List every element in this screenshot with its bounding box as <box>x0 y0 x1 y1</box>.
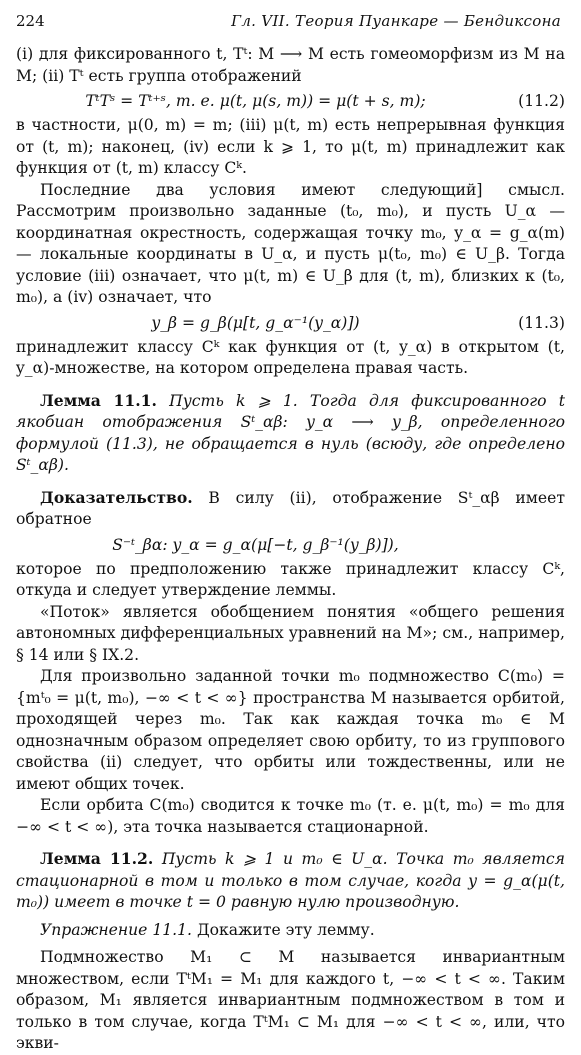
lemma-11-1 <box>16 390 565 477</box>
exercise-body: Докажите эту лемму. <box>196 920 375 939</box>
formula-11-3-text: y_β = g_β(μ[t, g_α⁻¹(y_α)]) <box>151 313 360 332</box>
running-title: Гл. VII. Теория Пуанкаре — Бендиксона <box>231 12 561 30</box>
formula-inverse <box>16 534 565 556</box>
proof-body: В силу (ii), отображение Sᵗ_αβ имеет обратное <box>16 488 565 528</box>
lemma-11-1-title: Лемма 11.1. <box>40 390 157 410</box>
proof-title: Доказательство. <box>40 487 193 507</box>
page-number: 224 <box>16 12 45 30</box>
paragraph-flow: «Поток» является обобщением понятия «общего решения автономных дифференциальных уравнений на M»; см., например, § 14 или § IX.2. <box>16 602 565 664</box>
exercise-11-1 <box>16 920 565 942</box>
lemma-11-2-body: Пусть k ⩾ 1 и m₀ ∈ U_α. Точка m₀ является стационарной в том и только в том случае, когда y = g_α(μ(t, m₀)) имеет в точке t = 0 равную нулю производную. <box>16 850 565 911</box>
paragraph-continuity: в частности, μ(0, m) = m; (iii) μ(t, m) есть непрерывная функция от (t, m); наконец, (iv) если k ⩾ 1, то μ(t, m) принадлежит как функция от (t, m) классу Cᵏ. <box>16 116 565 177</box>
paragraph-meaning: Последние два условия имеют следующий] смысл. Рассмотрим произвольно заданные (t₀, m₀), и пусть U_α — координатная окрестность, содержащая точку m₀, y_α = g_α(m) — локальные координаты в U_α, и пусть μ(t₀, m₀) ∈ U_β. Тогда условие (iii) означает, что μ(t, m) ∈ U_β для (t, m), близких к (t₀, m₀), а (iv) означает, что <box>16 180 565 306</box>
formula-11-2-number: (11.2) <box>518 92 565 110</box>
paragraph-orbit: Для произвольно заданной точки m₀ подмножество C(m₀) = {mᵗ₀ = μ(t, m₀), −∞ < t < ∞} пространства M называется орбитой, проходящей через m₀. Так как каждая точка m₀ ∈ M однозначным образом определяет свою орбиту, то из группового свойства (ii) следует, что орбиты или тождественны, или не имеют общих точек. <box>16 667 565 793</box>
paragraph-invariant: Подмножество M₁ ⊂ M называется инвариантным множеством, если TᵗM₁ = M₁ для каждого t, −∞ < t < ∞. Таким образом, M₁ является инвариантным подмножеством в том и только в том случае, когда TᵗM₁ ⊂ M₁ для −∞ < t < ∞, или, что экви- <box>16 948 565 1052</box>
paragraph-class: принадлежит классу Cᵏ как функция от (t, y_α) в открытом (t, y_α)-множестве, на котором определена правая часть. <box>16 337 565 377</box>
formula-11-2-text: TᵗTˢ = Tᵗ⁺ˢ, т. е. μ(t, μ(s, m)) = μ(t + s, m); <box>85 92 426 110</box>
lemma-11-1-body: Пусть k ⩾ 1. Тогда для фиксированного t якобиан отображения Sᵗ_αβ: y_α ⟶ y_β, определенного формулой (11.3), не обращается в нуль (всюду, где определено Sᵗ_αβ). <box>16 391 565 474</box>
lemma-11-2 <box>16 848 565 914</box>
page-header <box>16 12 565 30</box>
proof <box>16 487 565 531</box>
paragraph-properties: (i) для фиксированного t, Tᵗ: M ⟶ M есть гомеоморфизм из M на M; (ii) Tᵗ есть группа отображений <box>16 45 565 85</box>
formula-11-3-number: (11.3) <box>518 313 565 332</box>
paragraph-stationary: Если орбита C(m₀) сводится к точке m₀ (т. е. μ(t, m₀) = m₀ для −∞ < t < ∞), эта точка называется стационарной. <box>16 796 565 836</box>
formula-inverse-text: S⁻ᵗ_βα: y_α = g_α(μ[−t, g_β⁻¹(y_β)]), <box>112 535 399 554</box>
formula-11-2 <box>16 90 565 112</box>
paragraph-proof-end: которое по предположению также принадлежит классу Cᵏ, откуда и следует утверждение леммы. <box>16 559 565 599</box>
exercise-title: Упражнение 11.1. <box>40 920 192 939</box>
formula-11-3 <box>16 312 565 334</box>
lemma-11-2-title: Лемма 11.2. <box>40 849 154 868</box>
